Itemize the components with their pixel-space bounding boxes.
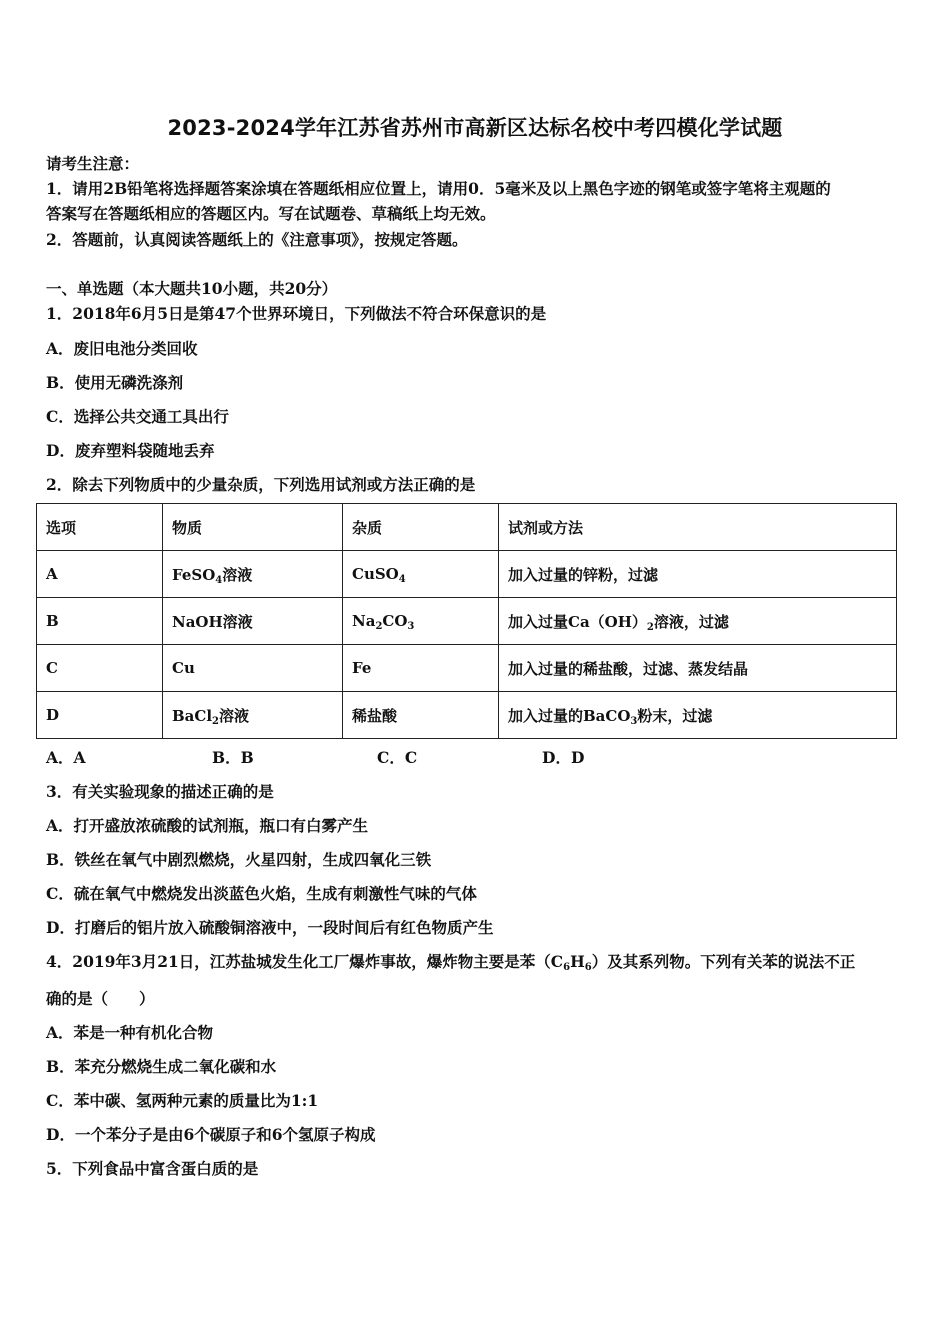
q2-answer-b: B．B — [212, 748, 254, 767]
q1-option-a: A．废旧电池分类回收 — [46, 339, 198, 358]
notice-item-2: 2．答题前，认真阅读答题纸上的《注意事项》，按规定答题。 — [46, 230, 468, 249]
notice-item-1-line-2: 答案写在答题纸相应的答题区内。写在试题卷、草稿纸上均无效。 — [46, 204, 496, 223]
q3-option-c: C．硫在氧气中燃烧发出淡蓝色火焰，生成有刺激性气味的气体 — [46, 884, 477, 903]
notice-item-1-line-1: 1．请用2B铅笔将选择题答案涂填在答题纸相应位置上，请用0．5毫米及以上黑色字迹的钢笔或签字笔将主观题的 — [46, 179, 831, 198]
q4-option-b: B．苯充分燃烧生成二氧化碳和水 — [46, 1057, 277, 1076]
q3-option-d: D．打磨后的铝片放入硫酸铜溶液中，一段时间后有红色物质产生 — [46, 918, 494, 937]
q4-stem-line-2: 确的是（ ） — [46, 989, 155, 1008]
row-b-impurity: $Na_2CO_3$ — [343, 598, 499, 645]
q4-option-d: D．一个苯分子是由6个碳原子和6个氢原子构成 — [46, 1125, 376, 1144]
row-b-substance: NaOH溶液 — [163, 598, 343, 645]
q3-option-b: B．铁丝在氧气中剧烈燃烧，火星四射，生成四氧化三铁 — [46, 850, 432, 869]
row-d-option: D — [37, 692, 163, 739]
q3-stem: 3．有关实验现象的描述正确的是 — [46, 782, 274, 801]
q5-stem: 5．下列食品中富含蛋白质的是 — [46, 1159, 259, 1178]
table-row — [37, 551, 897, 598]
row-a-method: 加入过量的锌粉，过滤 — [499, 551, 897, 598]
row-c-option: C — [37, 645, 163, 692]
q2-stem: 2．除去下列物质中的少量杂质，下列选用试剂或方法正确的是 — [46, 475, 476, 494]
row-c-impurity: Fe — [343, 645, 499, 692]
header-impurity: 杂质 — [343, 504, 499, 551]
row-d-impurity: 稀盐酸 — [343, 692, 499, 739]
q3-option-a: A．打开盛放浓硫酸的试剂瓶，瓶口有白雾产生 — [46, 816, 369, 835]
q4-option-c: C．苯中碳、氢两种元素的质量比为1:1 — [46, 1091, 319, 1110]
row-b-option: B — [37, 598, 163, 645]
q1-stem: 1．2018年6月5日是第47个世界环境日，下列做法不符合环保意识的是 — [46, 304, 547, 323]
table-row — [37, 598, 897, 645]
row-a-option: A — [37, 551, 163, 598]
section-heading: 一、单选题（本大题共10小题，共20分） — [46, 279, 338, 298]
row-d-method: 加入过量的BaCO$_3$粉末，过滤 — [499, 692, 897, 739]
row-d-substance: BaCl$_2$溶液 — [163, 692, 343, 739]
q2-answer-d: D．D — [542, 748, 585, 767]
header-method: 试剂或方法 — [499, 504, 897, 551]
q1-option-b: B．使用无磷洗涤剂 — [46, 373, 184, 392]
row-a-impurity: CuSO$_4$ — [343, 551, 499, 598]
q4-option-a: A．苯是一种有机化合物 — [46, 1023, 214, 1042]
q1-option-c: C．选择公共交通工具出行 — [46, 407, 229, 426]
q2-table — [36, 503, 897, 739]
q2-answer-c: C．C — [377, 748, 418, 767]
q1-option-d: D．废弃塑料袋随地丢弃 — [46, 441, 215, 460]
header-substance: 物质 — [163, 504, 343, 551]
row-a-substance: FeSO$_4$溶液 — [163, 551, 343, 598]
header-option: 选项 — [37, 504, 163, 551]
table-row — [37, 645, 897, 692]
page-title: 2023-2024学年江苏省苏州市高新区达标名校中考四模化学试题 — [167, 116, 783, 140]
row-b-method: 加入过量$Ca(OH)_2$溶液，过滤 — [499, 598, 897, 645]
notice-heading: 请考生注意： — [46, 154, 140, 173]
q4-stem-line-1: 4．2019年3月21日，江苏盐城发生化工厂爆炸事故，爆炸物主要是苯$(C_6H_6)$及其系列物。下列有关苯的说法不正 — [46, 952, 856, 973]
row-c-method: 加入过量的稀盐酸，过滤、蒸发结晶 — [499, 645, 897, 692]
table-header-row — [37, 504, 897, 551]
table-row — [37, 692, 897, 739]
q2-answer-a: A．A — [46, 748, 86, 767]
row-c-substance: Cu — [163, 645, 343, 692]
